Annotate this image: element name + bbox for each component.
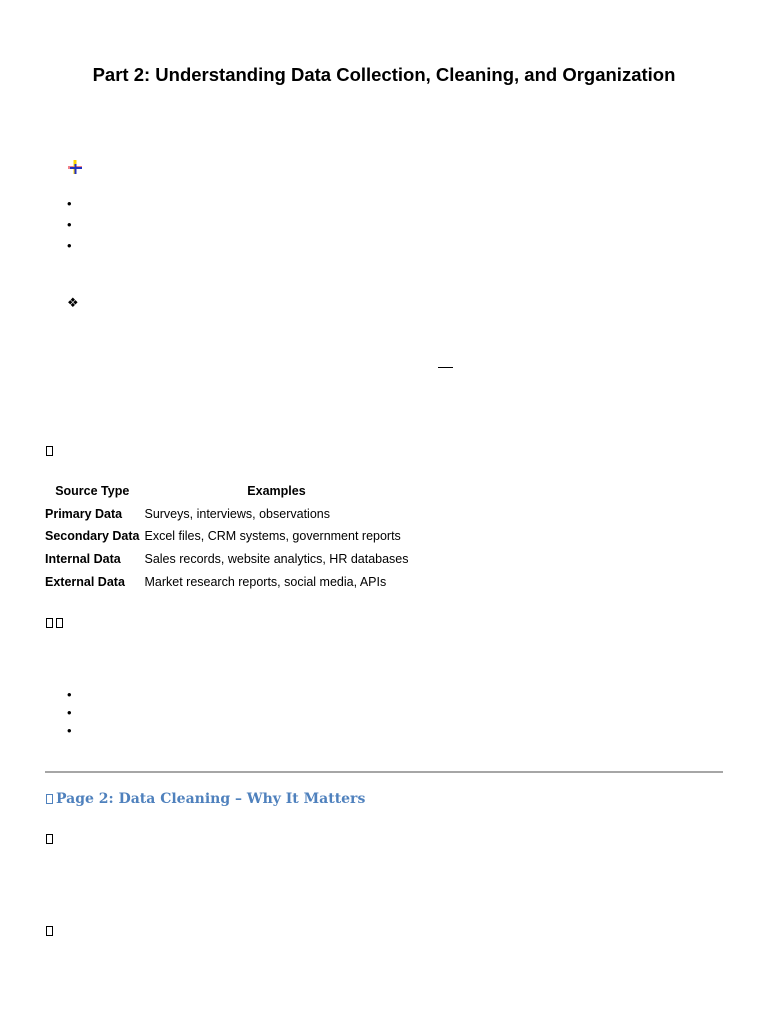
- table-row: [44, 525, 413, 548]
- missing-glyph-icon: [46, 794, 53, 804]
- colored-cross-icon: [66, 158, 84, 176]
- examples-cell: Market research reports, social media, APIs: [144, 574, 387, 589]
- missing-glyph-icon: [46, 831, 56, 845]
- section-heading-text: Page 2: Data Cleaning – Why It Matters: [56, 791, 366, 807]
- missing-glyph-icon: [46, 923, 56, 937]
- data-sources-table: [44, 480, 413, 593]
- source-type-cell: Internal Data: [45, 552, 121, 567]
- page-title: Part 2: Understanding Data Collection, Cleaning, and Organization: [92, 64, 676, 85]
- examples-cell: Excel files, CRM systems, government reports: [144, 529, 401, 544]
- empty-bullet: •: [67, 196, 72, 211]
- empty-bullet: •: [67, 217, 72, 232]
- column-header: Examples: [247, 484, 306, 499]
- source-type-cell: Primary Data: [45, 506, 123, 521]
- examples-cell: Sales records, website analytics, HR databases: [144, 552, 409, 567]
- empty-bullet: •: [67, 687, 72, 702]
- empty-bullet: •: [67, 238, 72, 253]
- horizontal-rule: [45, 771, 723, 773]
- table-row: [44, 548, 413, 571]
- table-row: [44, 570, 413, 593]
- table-header-row: [44, 480, 413, 503]
- dash-line: [438, 367, 453, 368]
- empty-bullet: •: [67, 705, 72, 720]
- column-header: Source Type: [55, 484, 130, 499]
- source-type-cell: Secondary Data: [45, 529, 140, 544]
- missing-glyph-icon: [46, 615, 66, 629]
- missing-glyph-icon: [46, 443, 56, 457]
- empty-bullet: •: [67, 723, 72, 738]
- table-row: [44, 503, 413, 526]
- examples-cell: Surveys, interviews, observations: [144, 506, 330, 521]
- section-heading: [46, 791, 365, 807]
- source-type-cell: External Data: [45, 574, 125, 589]
- diamond-bullet: ❖: [67, 296, 79, 311]
